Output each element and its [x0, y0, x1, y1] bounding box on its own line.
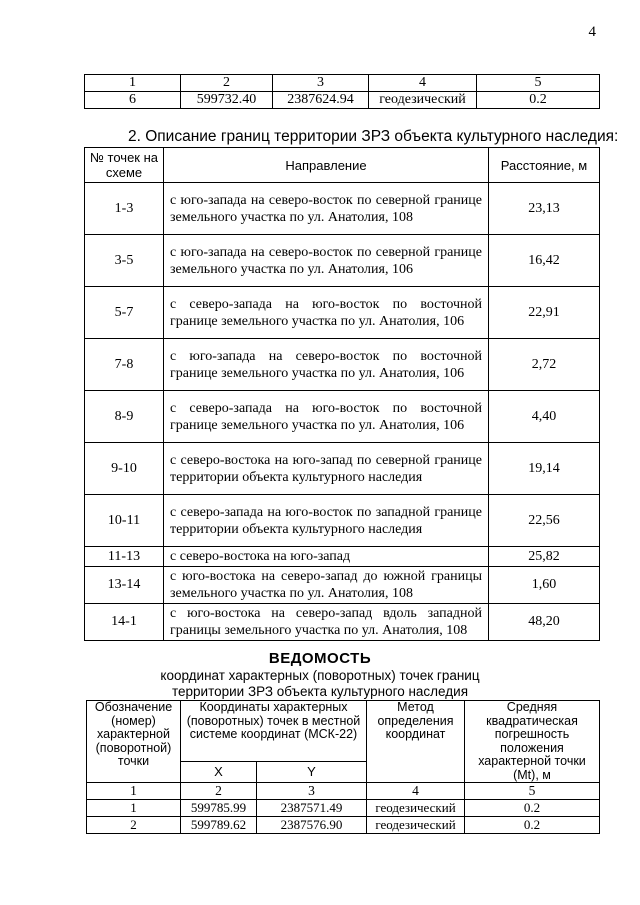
error-value: 0.2 [465, 817, 600, 834]
points-cell: 14-1 [85, 604, 164, 641]
table-row [87, 817, 600, 834]
borders-table-body [85, 183, 600, 641]
coord-x: 599789.62 [181, 817, 257, 834]
column-number: 1 [87, 783, 181, 800]
distance-cell: 16,42 [489, 235, 600, 287]
coord-y: 2387624.94 [273, 92, 369, 109]
distance-cell: 48,20 [489, 604, 600, 641]
points-cell: 1-3 [85, 183, 164, 235]
method: геодезический [367, 817, 465, 834]
method-header: Метод определения координат [367, 701, 465, 783]
table-header-row [85, 148, 600, 183]
table-row [85, 391, 600, 443]
column-number: 3 [273, 75, 369, 92]
table-row [85, 443, 600, 495]
distance-cell: 23,13 [489, 183, 600, 235]
column-number: 5 [477, 75, 600, 92]
point-designation-header: Обозначение (номер) характерной (поворотной) точки [87, 701, 181, 783]
direction-cell: с юго-запада на северо-восток по северной границе земельного участка по ул. Анатолия, 106 [164, 235, 489, 287]
vedomost-title: ВЕДОМОСТЬ [268, 650, 372, 667]
table-row [87, 800, 600, 817]
column-number: 3 [257, 783, 367, 800]
point-id: 6 [85, 92, 181, 109]
points-cell: 8-9 [85, 391, 164, 443]
coord-x: 599785.99 [181, 800, 257, 817]
table-header-row [85, 75, 600, 92]
distance-cell: 2,72 [489, 339, 600, 391]
points-cell: 9-10 [85, 443, 164, 495]
direction-cell: с северо-запада на юго-восток по восточной границе земельного участка по ул. Анатолия, 106 [164, 287, 489, 339]
coord-y: 2387576.90 [257, 817, 367, 834]
distance-cell: 22,56 [489, 495, 600, 547]
error-header: Средняя квадратическая погрешность положения характерной точки (Mt), м [465, 701, 600, 783]
column-number: 2 [181, 75, 273, 92]
section-title: 2. Описание границ территории ЗРЗ объекта культурного наследия: [128, 128, 619, 145]
column-number: 1 [85, 75, 181, 92]
points-cell: 11-13 [85, 547, 164, 567]
distance-cell: 1,60 [489, 567, 600, 604]
borders-table [84, 147, 600, 641]
error-value: 0.2 [477, 92, 600, 109]
column-numbers-row [87, 783, 600, 800]
direction-cell: с юго-востока на северо-запад вдоль западной границы земельного участка по ул. Анатолия, 108 [164, 604, 489, 641]
table-row [85, 183, 600, 235]
table-row [85, 547, 600, 567]
column-number: 5 [465, 783, 600, 800]
points-cell: 13-14 [85, 567, 164, 604]
table-row [85, 604, 600, 641]
direction-cell: с юго-востока на северо-запад до южной границы земельного участка по ул. Анатолия, 108 [164, 567, 489, 604]
column-number: 4 [369, 75, 477, 92]
points-cell: 3-5 [85, 235, 164, 287]
table-row [85, 92, 600, 109]
column-number: 2 [181, 783, 257, 800]
direction-cell: с юго-запада на северо-восток по северной границе земельного участка по ул. Анатолия, 108 [164, 183, 489, 235]
page-number: 4 [588, 24, 596, 40]
coordinates-header: Координаты характерных (поворотных) точек в местной системе координат (МСК-22) [181, 701, 367, 762]
vedomost-subtitle: координат характерных (поворотных) точек границ [160, 668, 480, 683]
point-id: 1 [87, 800, 181, 817]
table-row [85, 495, 600, 547]
distance-cell: 22,91 [489, 287, 600, 339]
table-row [85, 339, 600, 391]
y-header: Y [257, 761, 367, 782]
point-id: 2 [87, 817, 181, 834]
direction-cell: с северо-запада на юго-восток по восточной границе земельного участка по ул. Анатолия, 106 [164, 391, 489, 443]
coordinates-continuation-table [84, 74, 600, 109]
table-header-row [87, 701, 600, 762]
x-header: X [181, 761, 257, 782]
direction-cell: с северо-запада на юго-восток по западной границе территории объекта культурного наследия [164, 495, 489, 547]
direction-cell: с северо-востока на юго-запад [164, 547, 489, 567]
points-cell: 5-7 [85, 287, 164, 339]
distance-cell: 25,82 [489, 547, 600, 567]
method: геодезический [369, 92, 477, 109]
distance-cell: 19,14 [489, 443, 600, 495]
error-value: 0.2 [465, 800, 600, 817]
coord-x: 599732.40 [181, 92, 273, 109]
coordinates-table [86, 700, 600, 834]
coord-y: 2387571.49 [257, 800, 367, 817]
direction-header: Направление [164, 148, 489, 183]
column-number: 4 [367, 783, 465, 800]
method: геодезический [367, 800, 465, 817]
distance-header: Расстояние, м [489, 148, 600, 183]
table-row [85, 287, 600, 339]
distance-cell: 4,40 [489, 391, 600, 443]
points-header: № точек на схеме [85, 148, 164, 183]
vedomost-subtitle: территории ЗРЗ объекта культурного наследия [171, 684, 469, 699]
table-row [85, 235, 600, 287]
direction-cell: с юго-запада на северо-восток по восточной границе земельного участка по ул. Анатолия, 106 [164, 339, 489, 391]
points-cell: 7-8 [85, 339, 164, 391]
table-row [85, 567, 600, 604]
direction-cell: с северо-востока на юго-запад по северной границе территории объекта культурного наследия [164, 443, 489, 495]
points-cell: 10-11 [85, 495, 164, 547]
